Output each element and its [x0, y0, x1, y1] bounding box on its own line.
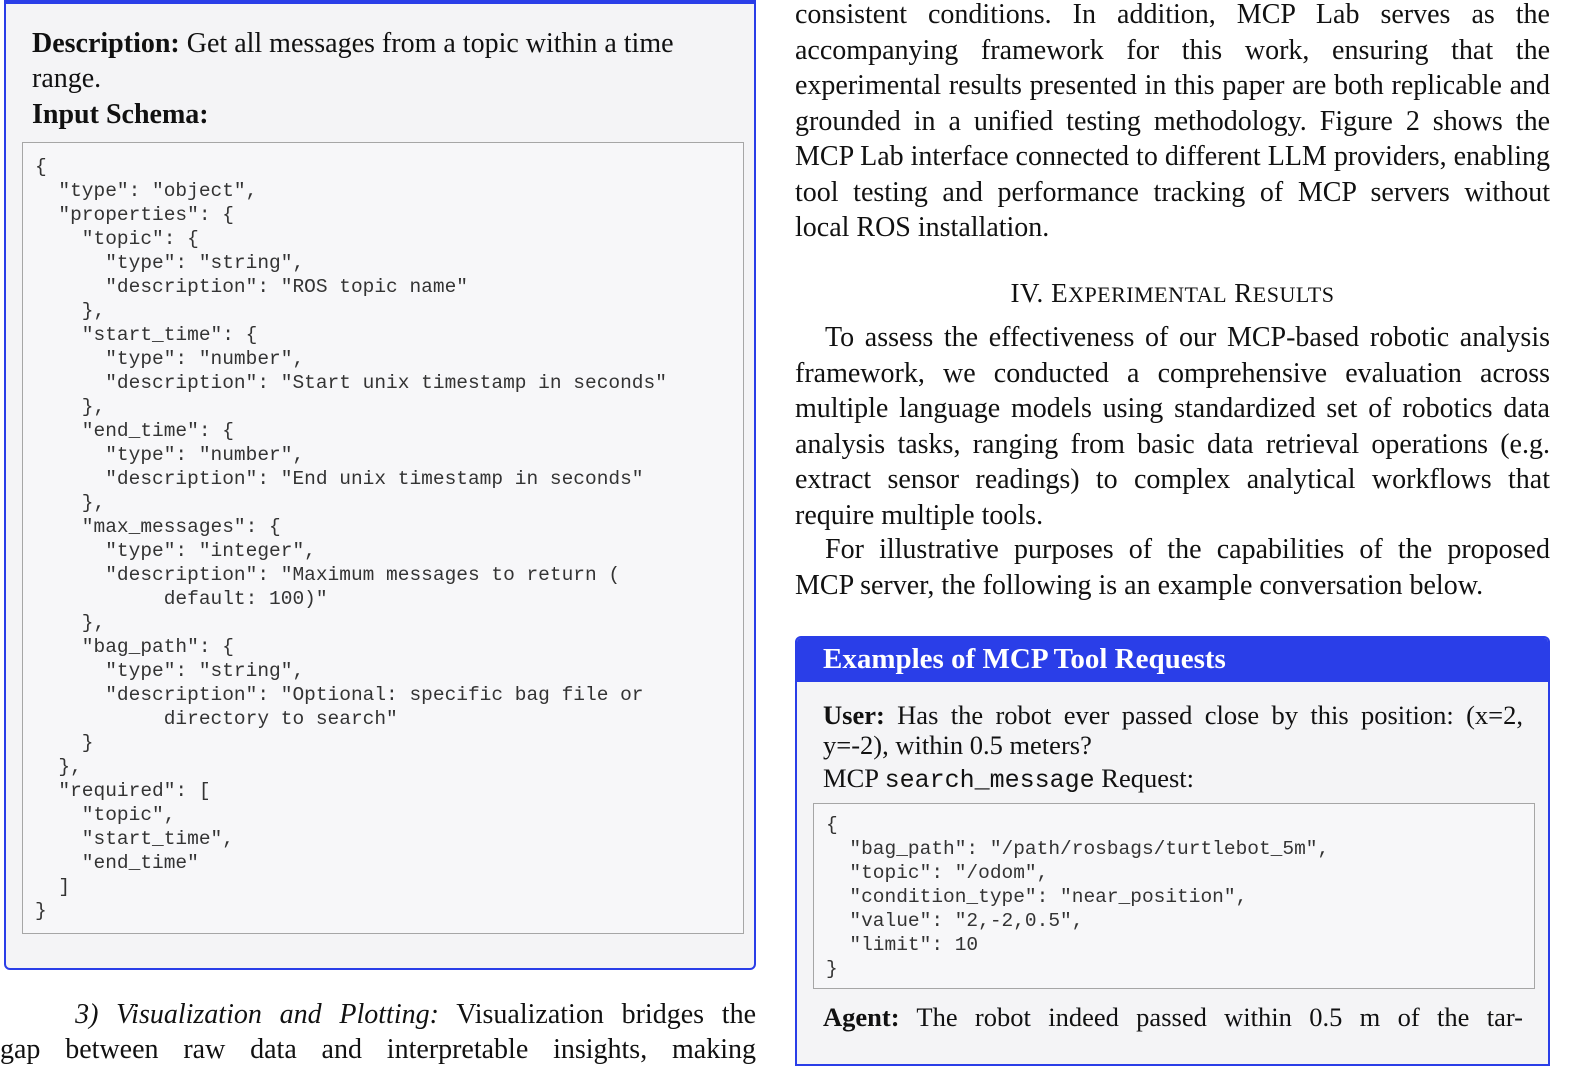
schema-code: { "type": "object", "properties": { "topic": { "type": "string", "description": "ROS topic name" }, "start_time": { "type": "number", "description": "Start unix timestamp in seconds" }, "end_time": { "type": "number", "description": "End unix timestamp in seconds" }, "max_messages": { "type": "integer", "description": "Maximum messages to return ( default: 100)" }, "bag_path": { "type": "string", "description": "Optional: specific bag file or directory to search" } }, "required": [ "topic", "start_time", "end_time" ] }: [35, 156, 667, 922]
right-column: [795, 0, 1550, 1062]
section-title-initial-r: R: [1234, 278, 1253, 308]
visualization-heading: 3) Visualization and Plotting:: [75, 999, 439, 1030]
visualization-line1-text: Visualization bridges the: [438, 999, 756, 1030]
agent-message: [823, 1002, 1523, 1032]
mcp-request-label: [823, 763, 1194, 796]
user-message: [823, 700, 1523, 760]
example-requests-box: [795, 636, 1550, 1066]
illustrative-paragraph: For illustrative purposes of the capabilities of the proposed MCP server, the following is an example conversation below.: [795, 534, 1550, 601]
schema-code-block: [22, 142, 744, 934]
agent-label: Agent:: [823, 1002, 900, 1032]
input-schema-label: Input Schema:: [32, 99, 209, 130]
description-label: Description:: [32, 28, 180, 59]
section-number: IV.: [1010, 278, 1044, 308]
section-heading: [795, 278, 1550, 309]
user-label: User:: [823, 700, 885, 730]
visualization-paragraph-line1: [4, 997, 756, 1033]
visualization-paragraph-line2: gap between raw data and interpretable insights, making: [0, 1034, 756, 1065]
example-box-header: Examples of MCP Tool Requests: [797, 638, 1548, 682]
user-message-text: Has the robot ever passed close by this position: (x=2, y=-2), within 0.5 meters?: [823, 700, 1523, 760]
tool-description-box: [4, 0, 756, 970]
section-title-part1: XPERIMENTAL: [1068, 282, 1228, 307]
tool-description: [32, 26, 732, 96]
section-title-part2: ESULTS: [1252, 282, 1335, 307]
agent-message-text: The robot indeed passed within 0.5 m of the tar-: [899, 1002, 1523, 1032]
mcp-tool-name: search_message: [884, 766, 1095, 795]
request-code: { "bag_path": "/path/rosbags/turtlebot_5m", "topic": "/odom", "condition_type": "near_position", "value": "2,-2,0.5", "limit": 10 }: [826, 814, 1330, 980]
assessment-paragraph: To assess the effectiveness of our MCP-based robotic analysis framework, we conducted a comprehensive evaluation across multiple language models using standardized set of robotics data analysis tasks, ranging from basic data retrieval operations (e.g. extract sensor readings) to complex analytical workflows that require multiple tools.: [795, 322, 1550, 531]
description-text: Get all messages from a topic within a time range.: [32, 28, 674, 94]
mcp-lab-paragraph: consistent conditions. In addition, MCP Lab serves as the accompanying framework for this work, ensuring that the experimental results presented in this paper are both replicable and grounded in a unified testing methodology. Figure 2 shows the MCP Lab interface connected to different LLM providers, enabling tool testing and performance tracking of MCP servers without local ROS installation.: [795, 0, 1550, 243]
section-title-initial-e: E: [1051, 278, 1069, 308]
left-column: [0, 0, 758, 1065]
mcp-suffix: Request:: [1094, 763, 1195, 793]
mcp-prefix: MCP: [823, 763, 885, 793]
request-code-block: [813, 803, 1535, 989]
